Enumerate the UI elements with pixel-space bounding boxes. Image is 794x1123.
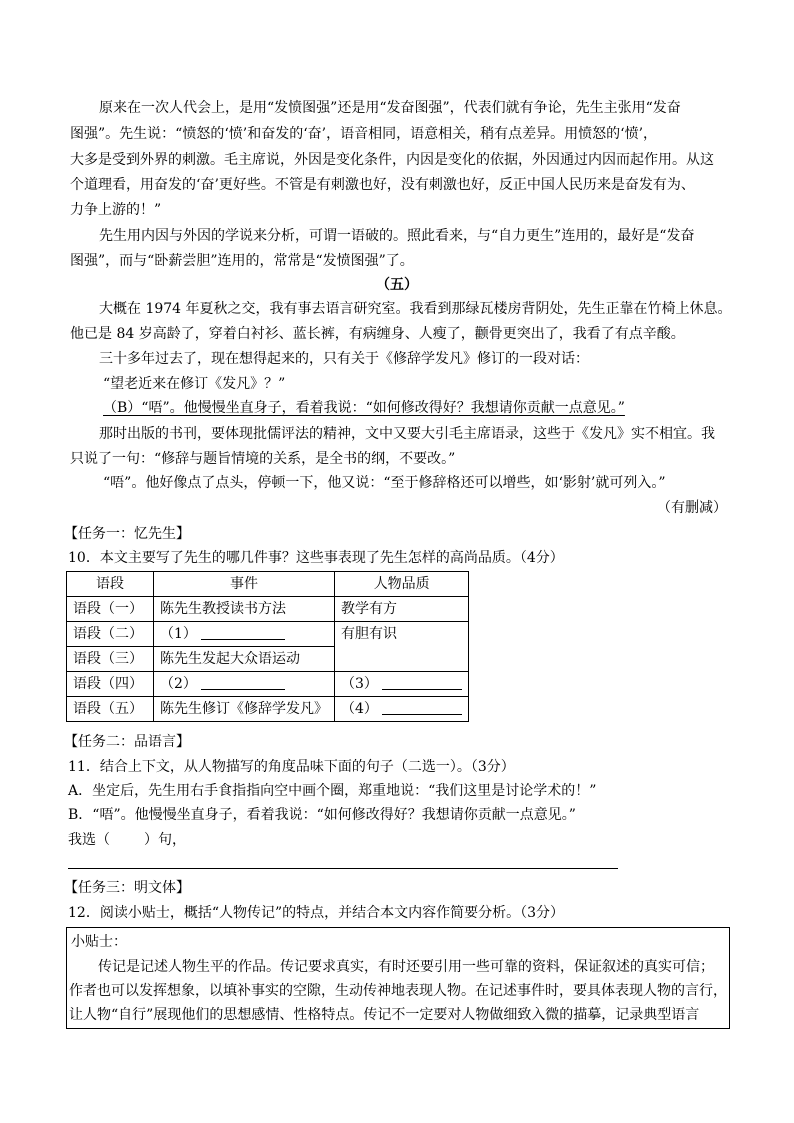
abridged-note: （有删减） (657, 500, 727, 516)
table-header: 人物品质 (335, 572, 469, 597)
blank-label: （2） (160, 676, 197, 692)
table-cell-quality-blank[interactable] (335, 697, 469, 722)
choose-prefix: 我选（ (68, 832, 110, 848)
passage-line: 三十多年过去了，现在想得起来的，只有关于《修辞学发凡》修订的一段对话： (99, 351, 589, 367)
option-a: A．坐定后，先生用右手食指指向空中画个圈，郑重地说：“我们这里是讨论学术的！” (68, 783, 597, 799)
table-cell-event: 陈先生教授读书方法 (154, 597, 335, 622)
table-cell-seg: 语段（三） (67, 647, 154, 672)
blank-label: （4） (341, 701, 378, 717)
answer-blank[interactable] (201, 675, 285, 690)
task3-heading: 【任务三：明文体】 (64, 880, 190, 896)
underlined-sentence-b: （B）“唔”。他慢慢坐直身子，看着我说：“如何修改得好？我想请你贡献一点意见。” (103, 400, 625, 416)
table-cell-seg: 语段（二） (67, 622, 154, 647)
table-cell-event: 陈先生发起大众语运动 (154, 647, 335, 672)
answer-blank[interactable] (382, 700, 462, 715)
passage-line: 大概在 1974 年夏秋之交，我有事去语言研究室。我看到那绿瓦楼房背阴处，先生正靠在竹椅上休息。 (99, 301, 732, 317)
question-12: 12．阅读小贴士，概括“人物传记”的特点，并结合本文内容作简要分析。（3分） (68, 905, 565, 921)
tip-box (66, 927, 730, 1029)
passage-line: 他已是 84 岁高龄了，穿着白衬衫、蓝长裤，有病缠身、人瘦了，颧骨更突出了，我看了有点辛酸。 (70, 326, 685, 342)
passage-line: “唔”。他好像点了点头，停顿一下，他又说：“至于修辞格还可以增些，如‘影射’就可列入。” (103, 475, 666, 491)
table-row (67, 697, 469, 722)
task1-heading: 【任务一：忆先生】 (64, 526, 190, 542)
table-row (67, 597, 469, 622)
table-header: 事件 (154, 572, 335, 597)
tip-line: 作者也可以发挥想象，以填补事实的空隙，生动传神地表现人物。在记述事件时，要具体表现人物的言行， (69, 983, 727, 999)
answer-line[interactable] (68, 868, 618, 869)
blank-label: （3） (341, 676, 378, 692)
answer-blank[interactable] (382, 675, 462, 690)
table-cell-seg: 语段（四） (67, 672, 154, 697)
passage-line: 大多是受到外界的刺激。毛主席说，外因是变化条件，内因是变化的依据，外因通过内因而起作用。从这 (70, 152, 714, 168)
table-row (67, 672, 469, 697)
answer-blank[interactable] (201, 625, 285, 640)
choose-line[interactable] (68, 830, 186, 850)
table-cell-event-blank[interactable] (154, 622, 335, 647)
task2-heading: 【任务二：品语言】 (64, 734, 190, 750)
tip-line: 传记是记述人物生平的作品。传记要求真实，有时还要引用一些可靠的资料，保证叙述的真实可信； (98, 959, 714, 975)
tip-line: 让人物“自行”展现他们的思想感情、性格特点。传记不一定要对人物做细致入微的描摹，记录典型语言 (69, 1007, 700, 1023)
passage-line: 只说了一句：“修辞与题旨情境的关系，是全书的纲，不要改。” (70, 451, 456, 467)
passage-line: “望老近来在修订《发凡》？” (103, 376, 286, 392)
section-title: （五） (376, 277, 418, 293)
passage-line: 原来在一次人代会上，是用“发愤图强”还是用“发奋图强”，代表们就有争论，先生主张用“发奋 (99, 100, 681, 116)
table-cell-quality: 教学有方 (335, 597, 469, 622)
table-cell-quality: 有胆有识 (335, 622, 469, 672)
option-b: B．“唔”。他慢慢坐直身子，看着我说：“如何修改得好？我想请你贡献一点意见。” (68, 807, 576, 823)
table-header: 语段 (67, 572, 154, 597)
choose-suffix: ）句， (144, 832, 186, 848)
table-cell-event: 陈先生修订《修辞学发凡》 (154, 697, 335, 722)
passage-line: 图强”，而与“卧薪尝胆”连用的，常常是“发愤图强”了。 (70, 253, 414, 269)
table-cell-quality-blank[interactable] (335, 672, 469, 697)
blank-label: （1） (160, 626, 197, 642)
table-cell-event-blank[interactable] (154, 672, 335, 697)
passage-line: 图强”。先生说：“愤怒的‘愤’和奋发的‘奋’，语音相同，语意相关，稍有点差异。用愤怒的‘愤’， (70, 126, 658, 142)
question-10: 10．本文主要写了先生的哪几件事？这些事表现了先生怎样的高尚品质。（4分） (68, 550, 564, 566)
passage-line: 个道理看，用奋发的‘奋’更好些。不管是有刺激也好，没有刺激也好，反正中国人民历来是奋发有为、 (70, 177, 695, 193)
passage-line: 那时出版的书刊，要体现批儒评法的精神，文中又要大引毛主席语录，这些于《发凡》实不相宜。我 (99, 426, 715, 442)
passage-line: 先生用内因与外因的学说来分析，可谓一语破的。照此看来，与“自力更生”连用的，最好是“发奋 (99, 228, 695, 244)
tip-title: 小贴士： (71, 934, 127, 950)
table-cell-seg: 语段（五） (67, 697, 154, 722)
task1-table (66, 571, 469, 722)
question-11: 11．结合上下文，从人物描写的角度品味下面的句子（二选一）。（3分） (68, 759, 515, 775)
table-row (67, 622, 469, 647)
table-cell-seg: 语段（一） (67, 597, 154, 622)
passage-line: 力争上游的！” (70, 202, 162, 218)
